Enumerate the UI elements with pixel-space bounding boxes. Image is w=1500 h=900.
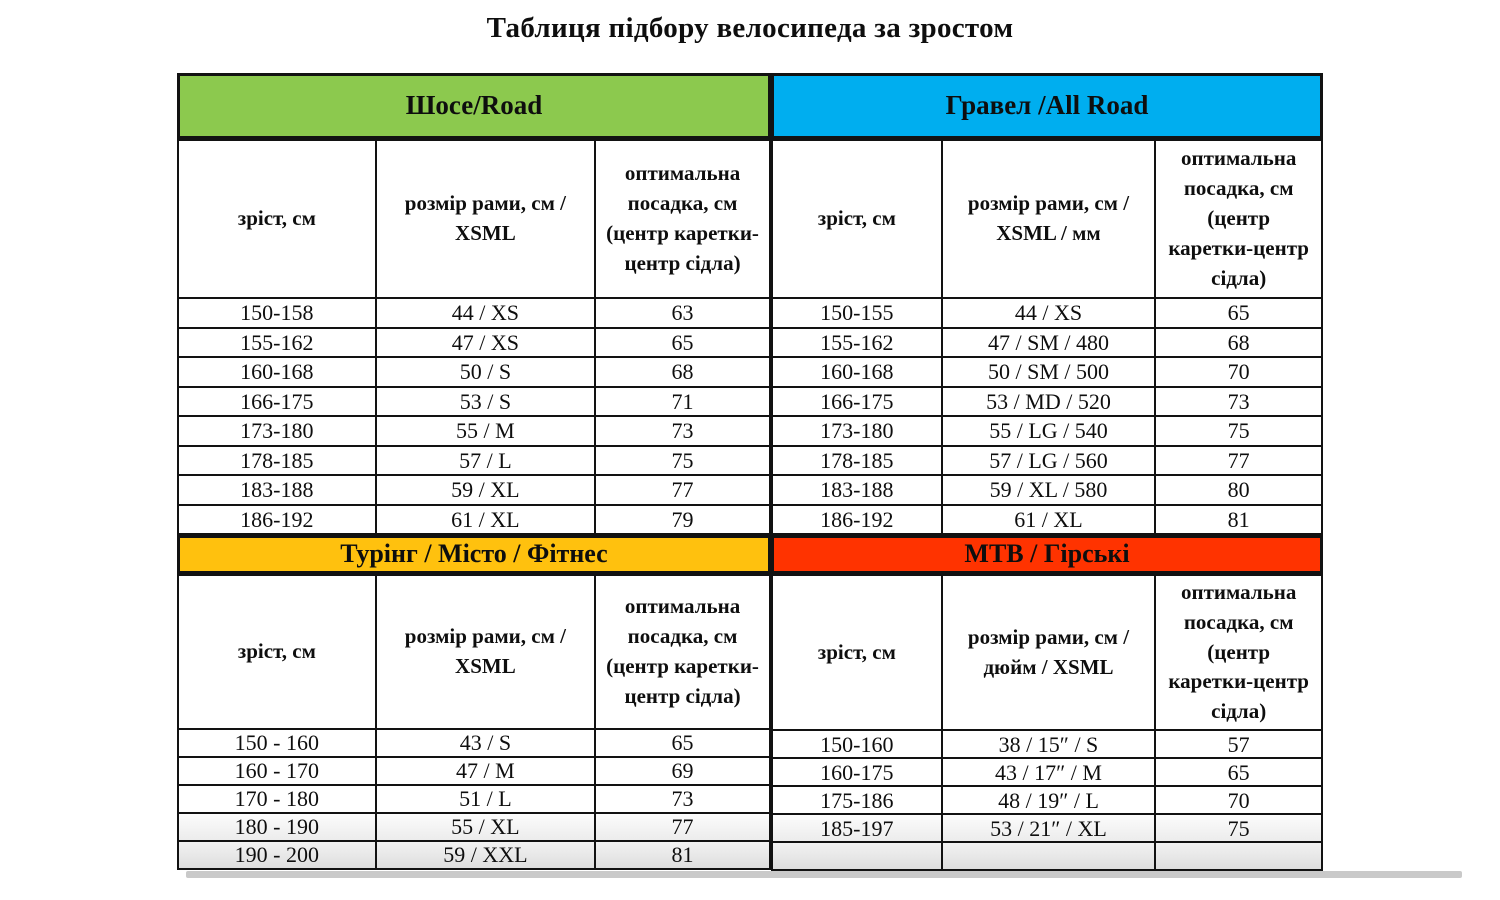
data-cell [772,842,942,870]
data-cell: 180 - 190 [178,813,376,841]
data-cell: 55 / LG / 540 [942,416,1156,446]
table-row [772,446,1322,476]
table-row [178,416,770,446]
data-cell: 183-188 [178,475,376,505]
data-cell: 65 [595,328,770,358]
section-mtb-header [771,535,1323,574]
column-header: оптимальна посадка, см (центр каретки-центр сідла) [1155,140,1322,298]
data-cell: 79 [595,505,770,535]
mtb-table [771,574,1323,871]
page-title: Таблиця підбору велосипеда за зростом [486,12,1014,44]
data-cell: 47 / SM / 480 [942,328,1156,358]
data-cell: 73 [1155,387,1322,417]
data-cell: 50 / S [376,357,595,387]
section-touring-title: Турінг / Місто / Фітнес [340,539,608,569]
table-row [178,328,770,358]
data-cell: 75 [1155,416,1322,446]
table-row [772,814,1322,842]
data-cell: 73 [595,785,770,813]
column-header: оптимальна посадка, см (центр каретки-центр сідла) [595,140,770,298]
column-header: зріст, см [178,575,376,729]
table-row [178,475,770,505]
data-cell: 160-168 [178,357,376,387]
table-row [178,298,770,328]
road-table [177,139,771,535]
data-cell: 77 [595,813,770,841]
section-mtb-title: MTB / Гірські [964,539,1130,569]
data-cell: 185-197 [772,814,942,842]
section-gravel-header [771,73,1323,139]
column-header-row [772,140,1322,298]
table-row [178,357,770,387]
data-cell: 186-192 [772,505,942,535]
table-row [178,505,770,535]
data-cell: 81 [595,841,770,869]
data-cell: 53 / 21″ / XL [942,814,1156,842]
column-header: розмір рами, см / XSML [376,575,595,729]
section-road-header [177,73,771,139]
table-row [178,446,770,476]
data-cell: 51 / L [376,785,595,813]
data-cell: 75 [595,446,770,476]
data-cell: 166-175 [772,387,942,417]
table-row [772,475,1322,505]
table-row [178,813,770,841]
data-cell: 75 [1155,814,1322,842]
column-header: розмір рами, см / XSML / мм [942,140,1156,298]
data-cell: 47 / M [376,757,595,785]
data-cell: 170 - 180 [178,785,376,813]
data-cell: 77 [1155,446,1322,476]
data-cell: 175-186 [772,786,942,814]
data-cell [942,842,1156,870]
gravel-table [771,139,1323,535]
data-cell: 44 / XS [942,298,1156,328]
data-cell: 44 / XS [376,298,595,328]
data-cell: 80 [1155,475,1322,505]
data-cell: 183-188 [772,475,942,505]
table-row [772,357,1322,387]
data-cell: 61 / XL [942,505,1156,535]
data-cell: 48 / 19″ / L [942,786,1156,814]
data-cell: 53 / MD / 520 [942,387,1156,417]
table-row [178,729,770,757]
column-header: зріст, см [772,140,942,298]
column-header: оптимальна посадка, см (центр каретки-центр сідла) [595,575,770,729]
data-cell: 47 / XS [376,328,595,358]
data-cell: 178-185 [178,446,376,476]
table-row [178,757,770,785]
table-row [772,786,1322,814]
data-cell: 43 / S [376,729,595,757]
table-row [178,841,770,869]
data-cell [1155,842,1322,870]
data-cell: 65 [1155,758,1322,786]
data-cell: 70 [1155,357,1322,387]
data-cell: 59 / XL / 580 [942,475,1156,505]
data-cell: 173-180 [178,416,376,446]
data-cell: 68 [1155,328,1322,358]
table-row [772,387,1322,417]
data-cell: 173-180 [772,416,942,446]
table-row [772,298,1322,328]
data-cell: 77 [595,475,770,505]
data-cell: 50 / SM / 500 [942,357,1156,387]
data-cell: 81 [1155,505,1322,535]
table-row [772,416,1322,446]
data-cell: 150-158 [178,298,376,328]
section-touring-header [177,535,771,574]
section-road-title: Шосе/Road [405,90,543,121]
data-cell: 43 / 17″ / M [942,758,1156,786]
data-cell: 160 - 170 [178,757,376,785]
data-cell: 63 [595,298,770,328]
data-cell: 160-175 [772,758,942,786]
column-header: зріст, см [772,575,942,730]
data-cell: 166-175 [178,387,376,417]
data-cell: 186-192 [178,505,376,535]
data-cell: 61 / XL [376,505,595,535]
data-cell: 160-168 [772,357,942,387]
column-header-row [178,140,770,298]
data-cell: 155-162 [178,328,376,358]
size-table [177,73,1323,871]
data-cell: 59 / XXL [376,841,595,869]
data-cell: 155-162 [772,328,942,358]
section-gravel-title: Гравел /All Road [945,90,1149,121]
right-half [771,73,1323,871]
column-header-row [178,575,770,729]
data-cell: 38 / 15″ / S [942,730,1156,758]
data-cell: 150-155 [772,298,942,328]
data-cell: 150-160 [772,730,942,758]
data-cell: 53 / S [376,387,595,417]
table-row [772,505,1322,535]
table-row [772,328,1322,358]
left-half [177,73,771,870]
data-cell: 59 / XL [376,475,595,505]
data-cell: 69 [595,757,770,785]
table-row [178,785,770,813]
data-cell: 73 [595,416,770,446]
data-cell: 57 / L [376,446,595,476]
table-row [772,730,1322,758]
data-cell: 65 [1155,298,1322,328]
data-cell: 70 [1155,786,1322,814]
touring-table [177,574,771,870]
data-cell: 65 [595,729,770,757]
column-header: зріст, см [178,140,376,298]
data-cell: 55 / M [376,416,595,446]
table-row [772,842,1322,870]
table-row [772,758,1322,786]
table-row [178,387,770,417]
scan-shadow-bar [186,871,1462,878]
column-header-row [772,575,1322,730]
data-cell: 68 [595,357,770,387]
data-cell: 71 [595,387,770,417]
data-cell: 57 [1155,730,1322,758]
column-header: оптимальна посадка, см (центр каретки-центр сідла) [1155,575,1322,730]
column-header: розмір рами, см / дюйм / XSML [942,575,1156,730]
data-cell: 150 - 160 [178,729,376,757]
data-cell: 55 / XL [376,813,595,841]
data-cell: 178-185 [772,446,942,476]
data-cell: 57 / LG / 560 [942,446,1156,476]
column-header: розмір рами, см / XSML [376,140,595,298]
data-cell: 190 - 200 [178,841,376,869]
